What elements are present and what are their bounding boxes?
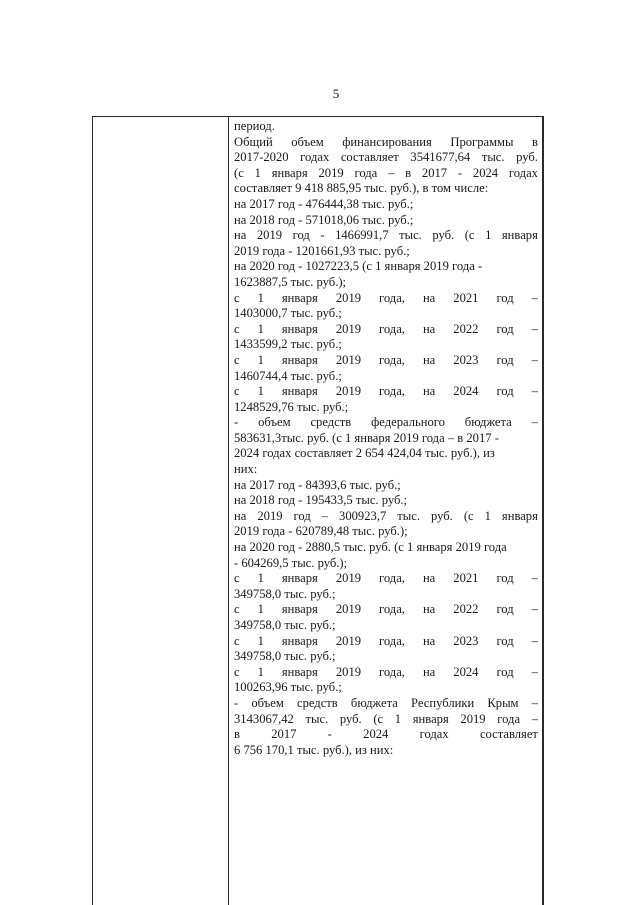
text-fragment: составляет 9 418 885,95 тыс. руб.), в том числе: <box>234 181 489 196</box>
text-fragment: составляет <box>479 727 538 742</box>
text-fragment: 2019 <box>257 508 283 523</box>
text-fragment: - <box>457 165 463 180</box>
text-line <box>234 649 538 665</box>
text-line <box>234 634 538 650</box>
text-fragment: 1403000,7 тыс. руб.; <box>234 306 342 321</box>
text-fragment: (с <box>373 711 384 726</box>
text-fragment: 3541677,64 <box>410 150 471 165</box>
text-fragment: 1 <box>257 571 264 586</box>
table-column-divider <box>228 116 229 905</box>
text-fragment: года, <box>379 352 405 367</box>
text-fragment: 2024 <box>453 664 479 679</box>
text-fragment: - <box>234 415 239 430</box>
text-fragment: Крым <box>487 695 519 710</box>
text-fragment: тыс. <box>399 228 422 243</box>
text-fragment: 2019 <box>335 290 362 305</box>
page-number: 5 <box>332 86 340 101</box>
text-fragment: 2024 <box>453 384 479 399</box>
text-fragment: 2017 <box>421 165 448 180</box>
text-line <box>234 291 538 307</box>
text-line <box>234 353 538 369</box>
text-fragment: января <box>281 352 318 367</box>
text-line <box>234 166 538 182</box>
text-fragment: с <box>234 664 240 679</box>
text-fragment: – <box>531 352 538 367</box>
text-fragment: января <box>501 228 538 243</box>
text-fragment: января <box>281 633 318 648</box>
table-left-border <box>92 116 93 905</box>
text-line <box>234 322 538 338</box>
text-line <box>234 540 538 556</box>
text-line <box>234 337 538 353</box>
text-line <box>234 213 538 229</box>
text-fragment: 2019 <box>335 571 362 586</box>
text-fragment: год <box>496 664 514 679</box>
text-fragment: – <box>531 384 538 399</box>
text-fragment: – <box>321 508 329 523</box>
text-fragment: – <box>531 633 538 648</box>
text-fragment: год <box>293 508 311 523</box>
text-fragment: на <box>234 508 247 523</box>
text-fragment: 2019 <box>335 352 362 367</box>
text-fragment: 1248529,76 тыс. руб.; <box>234 399 349 414</box>
text-fragment: на <box>422 321 436 336</box>
text-fragment: 2022 <box>453 602 479 617</box>
text-fragment: 2019 <box>318 165 344 180</box>
text-fragment: Республики <box>411 695 475 710</box>
text-fragment: с <box>234 352 240 367</box>
text-fragment: средств <box>296 695 338 710</box>
text-fragment: – <box>531 664 538 679</box>
text-fragment: руб. <box>339 711 362 726</box>
text-fragment: января <box>281 664 318 679</box>
text-fragment: 2017-2020 <box>234 150 289 165</box>
text-fragment: год <box>292 228 310 243</box>
text-fragment: тыс. <box>397 508 420 523</box>
text-fragment: января <box>271 165 308 180</box>
text-line <box>234 197 538 213</box>
text-fragment: 1 <box>257 352 264 367</box>
text-fragment: - <box>327 727 332 742</box>
text-fragment: 1433599,2 тыс. руб.; <box>234 337 342 352</box>
text-fragment: года, <box>379 321 405 336</box>
text-fragment: 2019 <box>335 602 362 617</box>
text-fragment: – <box>531 695 538 710</box>
text-line <box>234 259 538 275</box>
text-line <box>234 727 538 743</box>
text-line <box>234 181 538 197</box>
text-fragment: 1 <box>484 508 491 523</box>
text-fragment: января <box>281 384 318 399</box>
text-fragment: января <box>281 321 318 336</box>
text-line <box>234 571 538 587</box>
text-fragment: (с <box>234 165 244 180</box>
text-fragment: на 2020 год - 2880,5 тыс. руб. (с 1 января 2019 года <box>234 540 507 555</box>
text-line <box>234 384 538 400</box>
text-fragment: годах <box>419 727 449 742</box>
text-fragment: 349758,0 тыс. руб.; <box>234 586 336 601</box>
text-fragment: период. <box>234 119 275 133</box>
text-line <box>234 462 538 478</box>
text-fragment: - <box>234 695 239 710</box>
table-right-cell <box>234 119 538 758</box>
text-fragment: на 2020 год - 1027223,5 (с 1 января 2019 года - <box>234 259 483 274</box>
text-fragment: 583631,3тыс. руб. (с 1 января 2019 года – в 2017 - <box>234 430 499 445</box>
text-fragment: год <box>496 290 514 305</box>
text-fragment: 1466991,7 <box>335 228 389 243</box>
text-fragment: объем <box>251 695 284 710</box>
text-fragment: с <box>234 321 240 336</box>
text-fragment: составляет <box>340 150 399 165</box>
text-fragment: – <box>531 571 538 586</box>
text-fragment: 2019 <box>256 228 283 243</box>
text-fragment: – <box>531 290 538 305</box>
text-line <box>234 587 538 603</box>
text-fragment: 1 <box>485 228 492 243</box>
text-fragment: 2022 <box>453 321 479 336</box>
text-fragment: года, <box>379 602 405 617</box>
text-fragment: на 2017 год - 476444,38 тыс. руб.; <box>234 196 414 211</box>
text-fragment: января <box>281 571 318 586</box>
text-fragment: средств <box>310 415 352 430</box>
text-fragment: 2017 <box>271 727 297 742</box>
text-fragment: на 2018 год - 571018,06 тыс. руб.; <box>234 212 414 227</box>
text-fragment: 2021 <box>453 290 479 305</box>
text-fragment: год <box>496 352 514 367</box>
text-fragment: 3143067,42 <box>234 711 294 726</box>
text-fragment: 2023 <box>453 352 479 367</box>
text-line <box>234 400 538 416</box>
text-fragment: 1 <box>394 711 402 726</box>
text-fragment: год <box>496 321 514 336</box>
text-fragment: на <box>422 352 436 367</box>
text-fragment: тыс. <box>481 150 505 165</box>
text-fragment: января <box>501 508 538 523</box>
text-fragment: – <box>531 321 538 336</box>
text-fragment: января <box>281 290 318 305</box>
text-fragment: на <box>234 228 247 243</box>
text-line <box>234 556 538 572</box>
text-fragment: федерального <box>371 415 445 430</box>
text-fragment: 1 <box>257 602 264 617</box>
text-line <box>234 524 538 540</box>
text-fragment: бюджета <box>350 695 398 710</box>
text-line <box>234 602 538 618</box>
text-fragment: руб. <box>430 508 453 523</box>
text-line <box>234 509 538 525</box>
text-fragment: 2024 <box>472 165 499 180</box>
text-line <box>234 275 538 291</box>
text-fragment: 2019 <box>335 664 362 679</box>
table-right-border <box>542 116 544 905</box>
text-fragment: года, <box>379 290 405 305</box>
text-fragment: января <box>281 602 318 617</box>
text-line <box>234 446 538 462</box>
text-fragment: них: <box>234 462 258 477</box>
text-fragment: руб. <box>516 150 538 165</box>
text-fragment: 1 <box>257 633 264 648</box>
text-fragment: 2019 <box>460 711 486 726</box>
text-fragment: 1460744,4 тыс. руб.; <box>234 368 342 383</box>
text-line <box>234 415 538 431</box>
text-line <box>234 743 538 759</box>
text-fragment: 1 <box>254 165 261 180</box>
text-line <box>234 228 538 244</box>
text-fragment: 2019 <box>335 633 362 648</box>
text-line <box>234 696 538 712</box>
text-fragment: 1 <box>257 664 264 679</box>
text-fragment: (с <box>463 508 474 523</box>
text-fragment: 2023 <box>453 633 479 648</box>
text-fragment: года <box>497 711 521 726</box>
text-fragment: года, <box>379 384 405 399</box>
text-fragment: на 2017 год - 84393,6 тыс. руб.; <box>234 477 401 492</box>
text-line <box>234 665 538 681</box>
text-fragment: на <box>422 664 436 679</box>
text-fragment: 100263,96 тыс. руб.; <box>234 680 342 695</box>
text-fragment: объем <box>291 134 324 149</box>
text-fragment: год <box>496 571 514 586</box>
text-line <box>234 618 538 634</box>
text-fragment: год <box>496 384 514 399</box>
table-top-border <box>92 116 544 117</box>
text-fragment: год <box>496 633 514 648</box>
text-fragment: 2019 <box>335 321 362 336</box>
text-fragment: 349758,0 тыс. руб.; <box>234 618 336 632</box>
text-fragment: с <box>234 633 240 648</box>
text-fragment: – <box>531 602 538 617</box>
text-fragment: годах <box>300 150 330 165</box>
text-fragment: 2019 года - 620789,48 тыс. руб.); <box>234 524 408 539</box>
text-fragment: года <box>354 165 378 180</box>
text-fragment: – <box>531 711 538 726</box>
text-fragment: января <box>412 711 449 726</box>
text-line <box>234 431 538 447</box>
text-fragment: на 2018 год - 195433,5 тыс. руб.; <box>234 493 408 508</box>
text-fragment: объем <box>258 415 291 430</box>
text-fragment: 2024 годах составляет 2 654 424,04 тыс. руб.), из <box>234 446 495 461</box>
text-fragment: с <box>234 571 240 586</box>
text-line <box>234 712 538 728</box>
text-line <box>234 493 538 509</box>
text-fragment: - 604269,5 тыс. руб.); <box>234 555 348 570</box>
text-fragment: 2021 <box>453 571 479 586</box>
text-fragment: на <box>422 571 436 586</box>
text-line <box>234 150 538 166</box>
text-fragment: года, <box>379 664 405 679</box>
text-fragment: – <box>531 415 538 430</box>
text-line <box>234 680 538 696</box>
text-fragment: с <box>234 384 240 399</box>
text-fragment: годах <box>508 165 538 180</box>
text-fragment: года, <box>379 633 405 648</box>
text-fragment: в <box>532 134 538 149</box>
text-line <box>234 119 538 135</box>
text-fragment: бюджета <box>464 415 512 430</box>
text-fragment: 2019 <box>335 384 362 399</box>
text-fragment: на <box>422 602 436 617</box>
text-line <box>234 244 538 260</box>
text-line <box>234 369 538 385</box>
text-fragment: 1 <box>257 290 264 305</box>
text-fragment: 1623887,5 тыс. руб.); <box>234 274 347 289</box>
text-fragment: 1 <box>257 321 264 336</box>
text-fragment: год <box>496 602 514 617</box>
text-fragment: 349758,0 тыс. руб.; <box>234 649 336 664</box>
text-fragment: Программы <box>450 134 514 149</box>
text-fragment: финансирования <box>342 134 432 149</box>
text-fragment: руб. <box>432 228 455 243</box>
text-line <box>234 478 538 494</box>
text-fragment: 1 <box>257 384 264 399</box>
text-fragment: 2019 года - 1201661,93 тыс. руб.; <box>234 243 410 258</box>
text-fragment: на <box>422 290 436 305</box>
text-fragment: на <box>422 384 436 399</box>
text-fragment: - <box>320 228 325 243</box>
text-fragment: 2024 <box>363 727 389 742</box>
text-fragment: (с <box>464 228 475 243</box>
text-fragment: 300923,7 <box>339 508 387 523</box>
text-fragment: с <box>234 602 240 617</box>
text-fragment: Общий <box>234 134 273 149</box>
text-line <box>234 306 538 322</box>
text-fragment: 6 756 170,1 тыс. руб.), из них: <box>234 742 394 757</box>
text-fragment: с <box>234 290 240 305</box>
text-line <box>234 135 538 151</box>
text-fragment: года, <box>379 571 405 586</box>
text-fragment: тыс. <box>305 711 329 726</box>
text-fragment: – <box>388 165 395 180</box>
financing-table <box>92 116 544 905</box>
text-fragment: в <box>405 165 412 180</box>
text-fragment: в <box>234 727 240 742</box>
text-fragment: на <box>422 633 436 648</box>
